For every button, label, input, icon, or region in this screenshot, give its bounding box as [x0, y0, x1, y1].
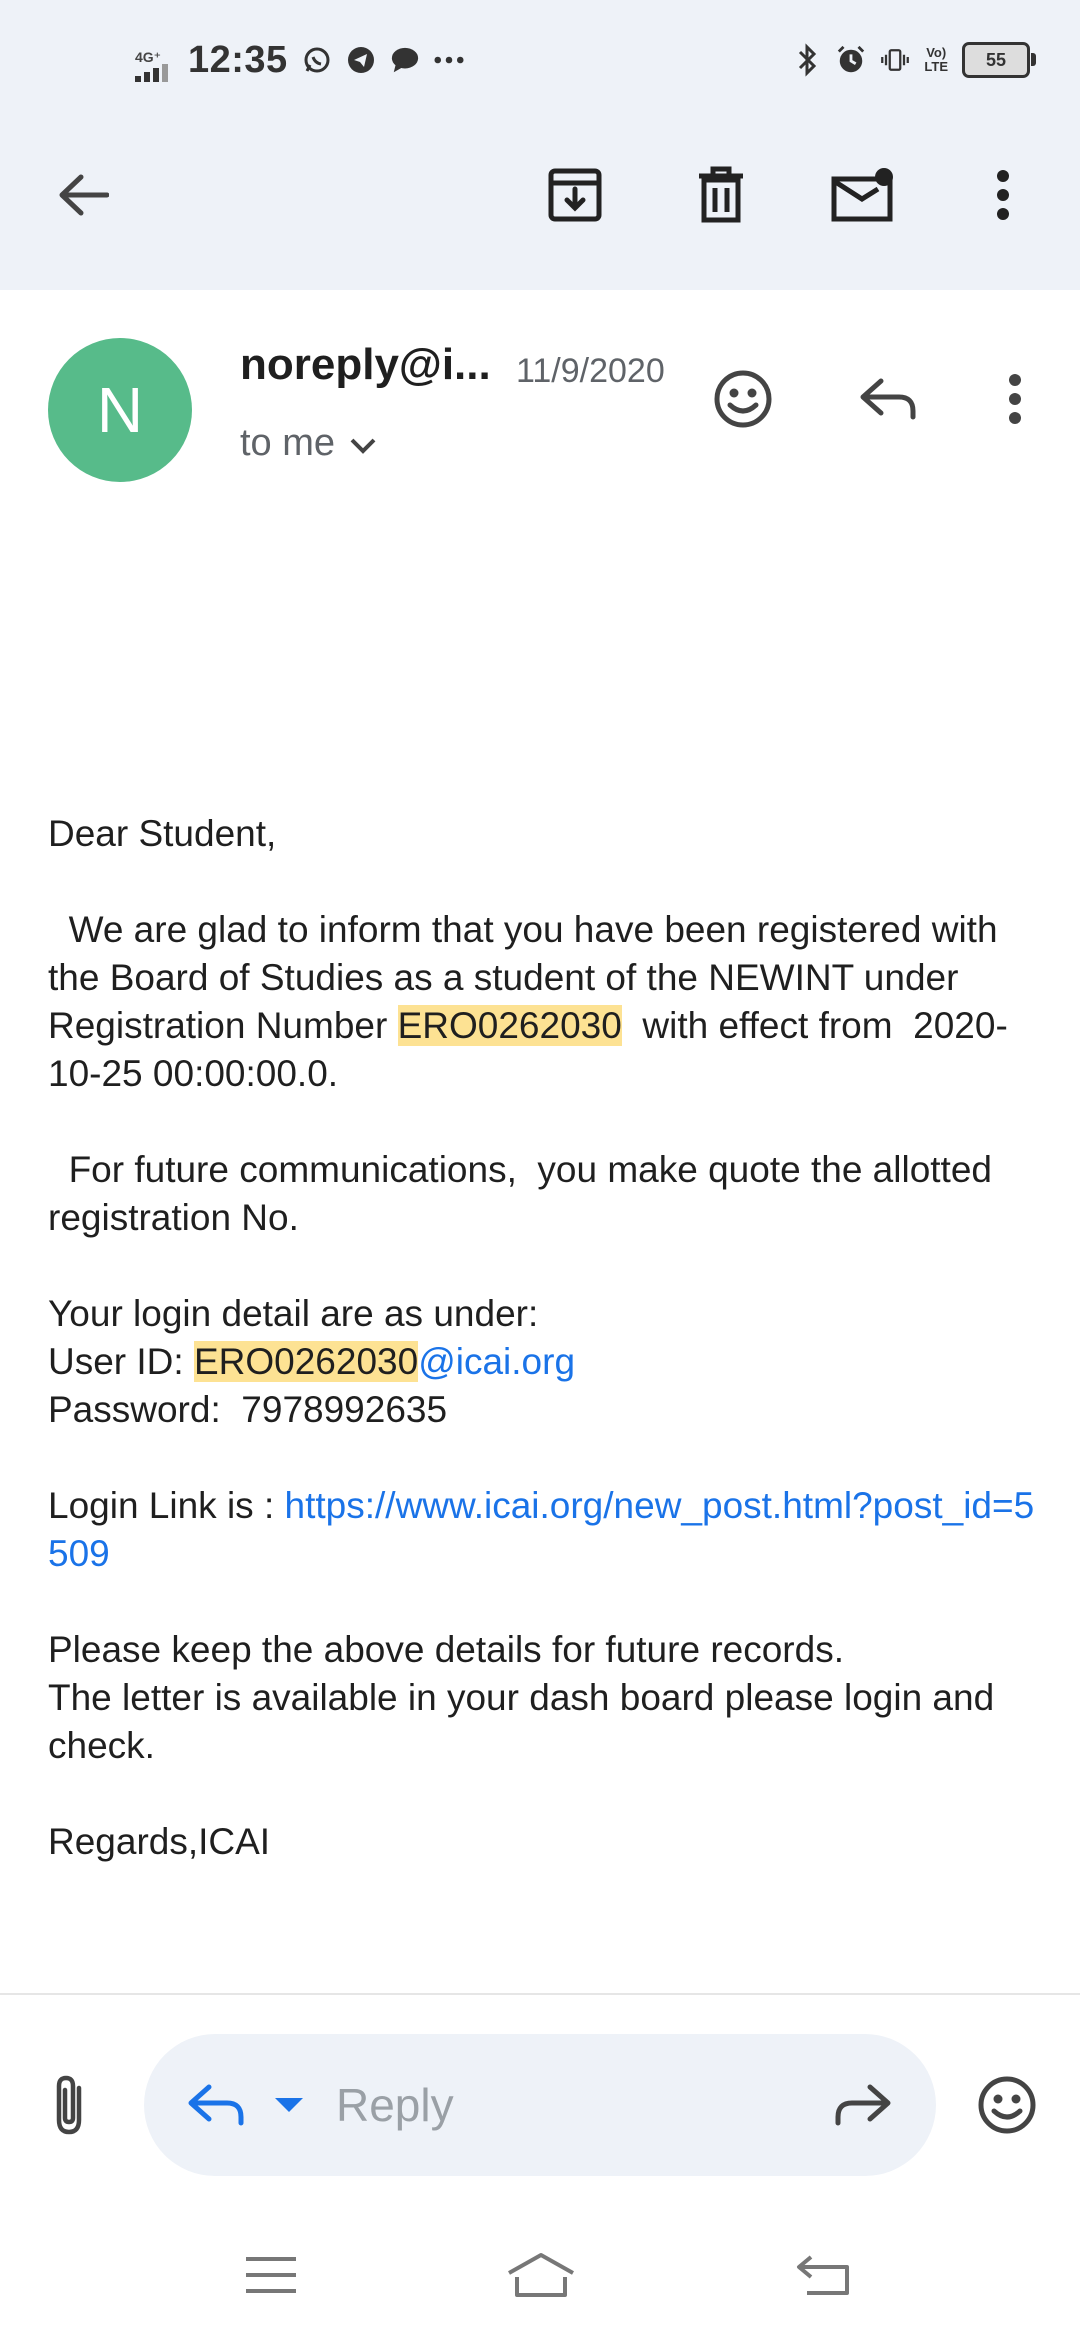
top-app-bar [0, 0, 1080, 290]
login-url-link[interactable]: https://www.icai.org/new_post.html?post_id=5509 [48, 1485, 1035, 1574]
chevron-down-icon [349, 422, 377, 465]
records-line: Please keep the above details for future records. [48, 1629, 844, 1670]
registration-number[interactable]: ERO0262030 [397, 1005, 622, 1046]
recipient-details[interactable] [240, 422, 377, 465]
status-bar [0, 0, 1080, 120]
emoji-icon[interactable] [962, 2060, 1052, 2150]
telegram-icon [346, 45, 376, 75]
password-line: Password: 7978992635 [48, 1389, 448, 1430]
vibrate-icon [880, 45, 910, 75]
reply-mode-dropdown-icon[interactable] [244, 2060, 334, 2150]
emoji-reaction-icon[interactable] [698, 354, 788, 444]
divider [0, 1993, 1080, 1995]
signoff: Regards,ICAI [48, 1821, 271, 1862]
sender-name[interactable]: noreply@i... [240, 340, 491, 389]
back-arrow-icon[interactable] [38, 150, 128, 240]
signal-bars-icon [135, 64, 168, 82]
signal-indicator [135, 38, 168, 82]
network-type: 4G⁺ [135, 49, 162, 65]
archive-icon[interactable] [530, 150, 620, 240]
attachment-icon[interactable] [24, 2060, 114, 2150]
status-time: 12:35 [188, 38, 288, 81]
mark-unread-icon[interactable] [818, 150, 908, 240]
reply-icon[interactable] [844, 354, 934, 444]
user-id-line: User ID: ERO0262030@icai.org [48, 1341, 576, 1382]
email-body [48, 810, 1038, 1866]
forward-icon[interactable] [818, 2060, 908, 2150]
back-nav-icon[interactable] [778, 2230, 868, 2320]
login-details-heading: Your login detail are as under: [48, 1293, 539, 1334]
alarm-icon [836, 45, 866, 75]
more-notifications-icon [434, 45, 464, 75]
paragraph-registration: We are glad to inform that you have been registered with the Board of Studies as a student of the NEWINT under Registration Number ERO0262030 with effect from 2020-10-25 00:00:00.0. [48, 909, 1008, 1094]
recipient-label: to me [240, 422, 336, 464]
paragraph-communications: For future communications, you make quote the allotted registration No. [48, 1149, 1003, 1238]
greeting: Dear Student, [48, 813, 277, 854]
battery-indicator: 55 [962, 42, 1030, 78]
user-id-email-link[interactable]: @icai.org [418, 1341, 576, 1382]
email-more-options-icon[interactable] [970, 354, 1060, 444]
chat-bubble-icon [390, 45, 420, 75]
delete-icon[interactable] [676, 150, 766, 240]
user-id-number[interactable]: ERO0262030 [193, 1341, 419, 1382]
login-link-line: Login Link is : https://www.icai.org/new_post.html?post_id=5509 [48, 1485, 1035, 1574]
more-options-icon[interactable] [958, 150, 1048, 240]
home-icon[interactable] [496, 2230, 586, 2320]
menu-icon[interactable] [226, 2230, 316, 2320]
whatsapp-icon [302, 45, 332, 75]
dashboard-line: The letter is available in your dash board please login and check. [48, 1677, 995, 1766]
volte-indicator: Vo) LTE [924, 45, 948, 74]
email-date: 11/9/2020 [516, 352, 665, 390]
bluetooth-icon [792, 45, 822, 75]
reply-input[interactable]: Reply [336, 2079, 454, 2131]
system-navigation-bar [0, 2220, 1080, 2340]
sender-avatar[interactable]: N [48, 338, 192, 482]
